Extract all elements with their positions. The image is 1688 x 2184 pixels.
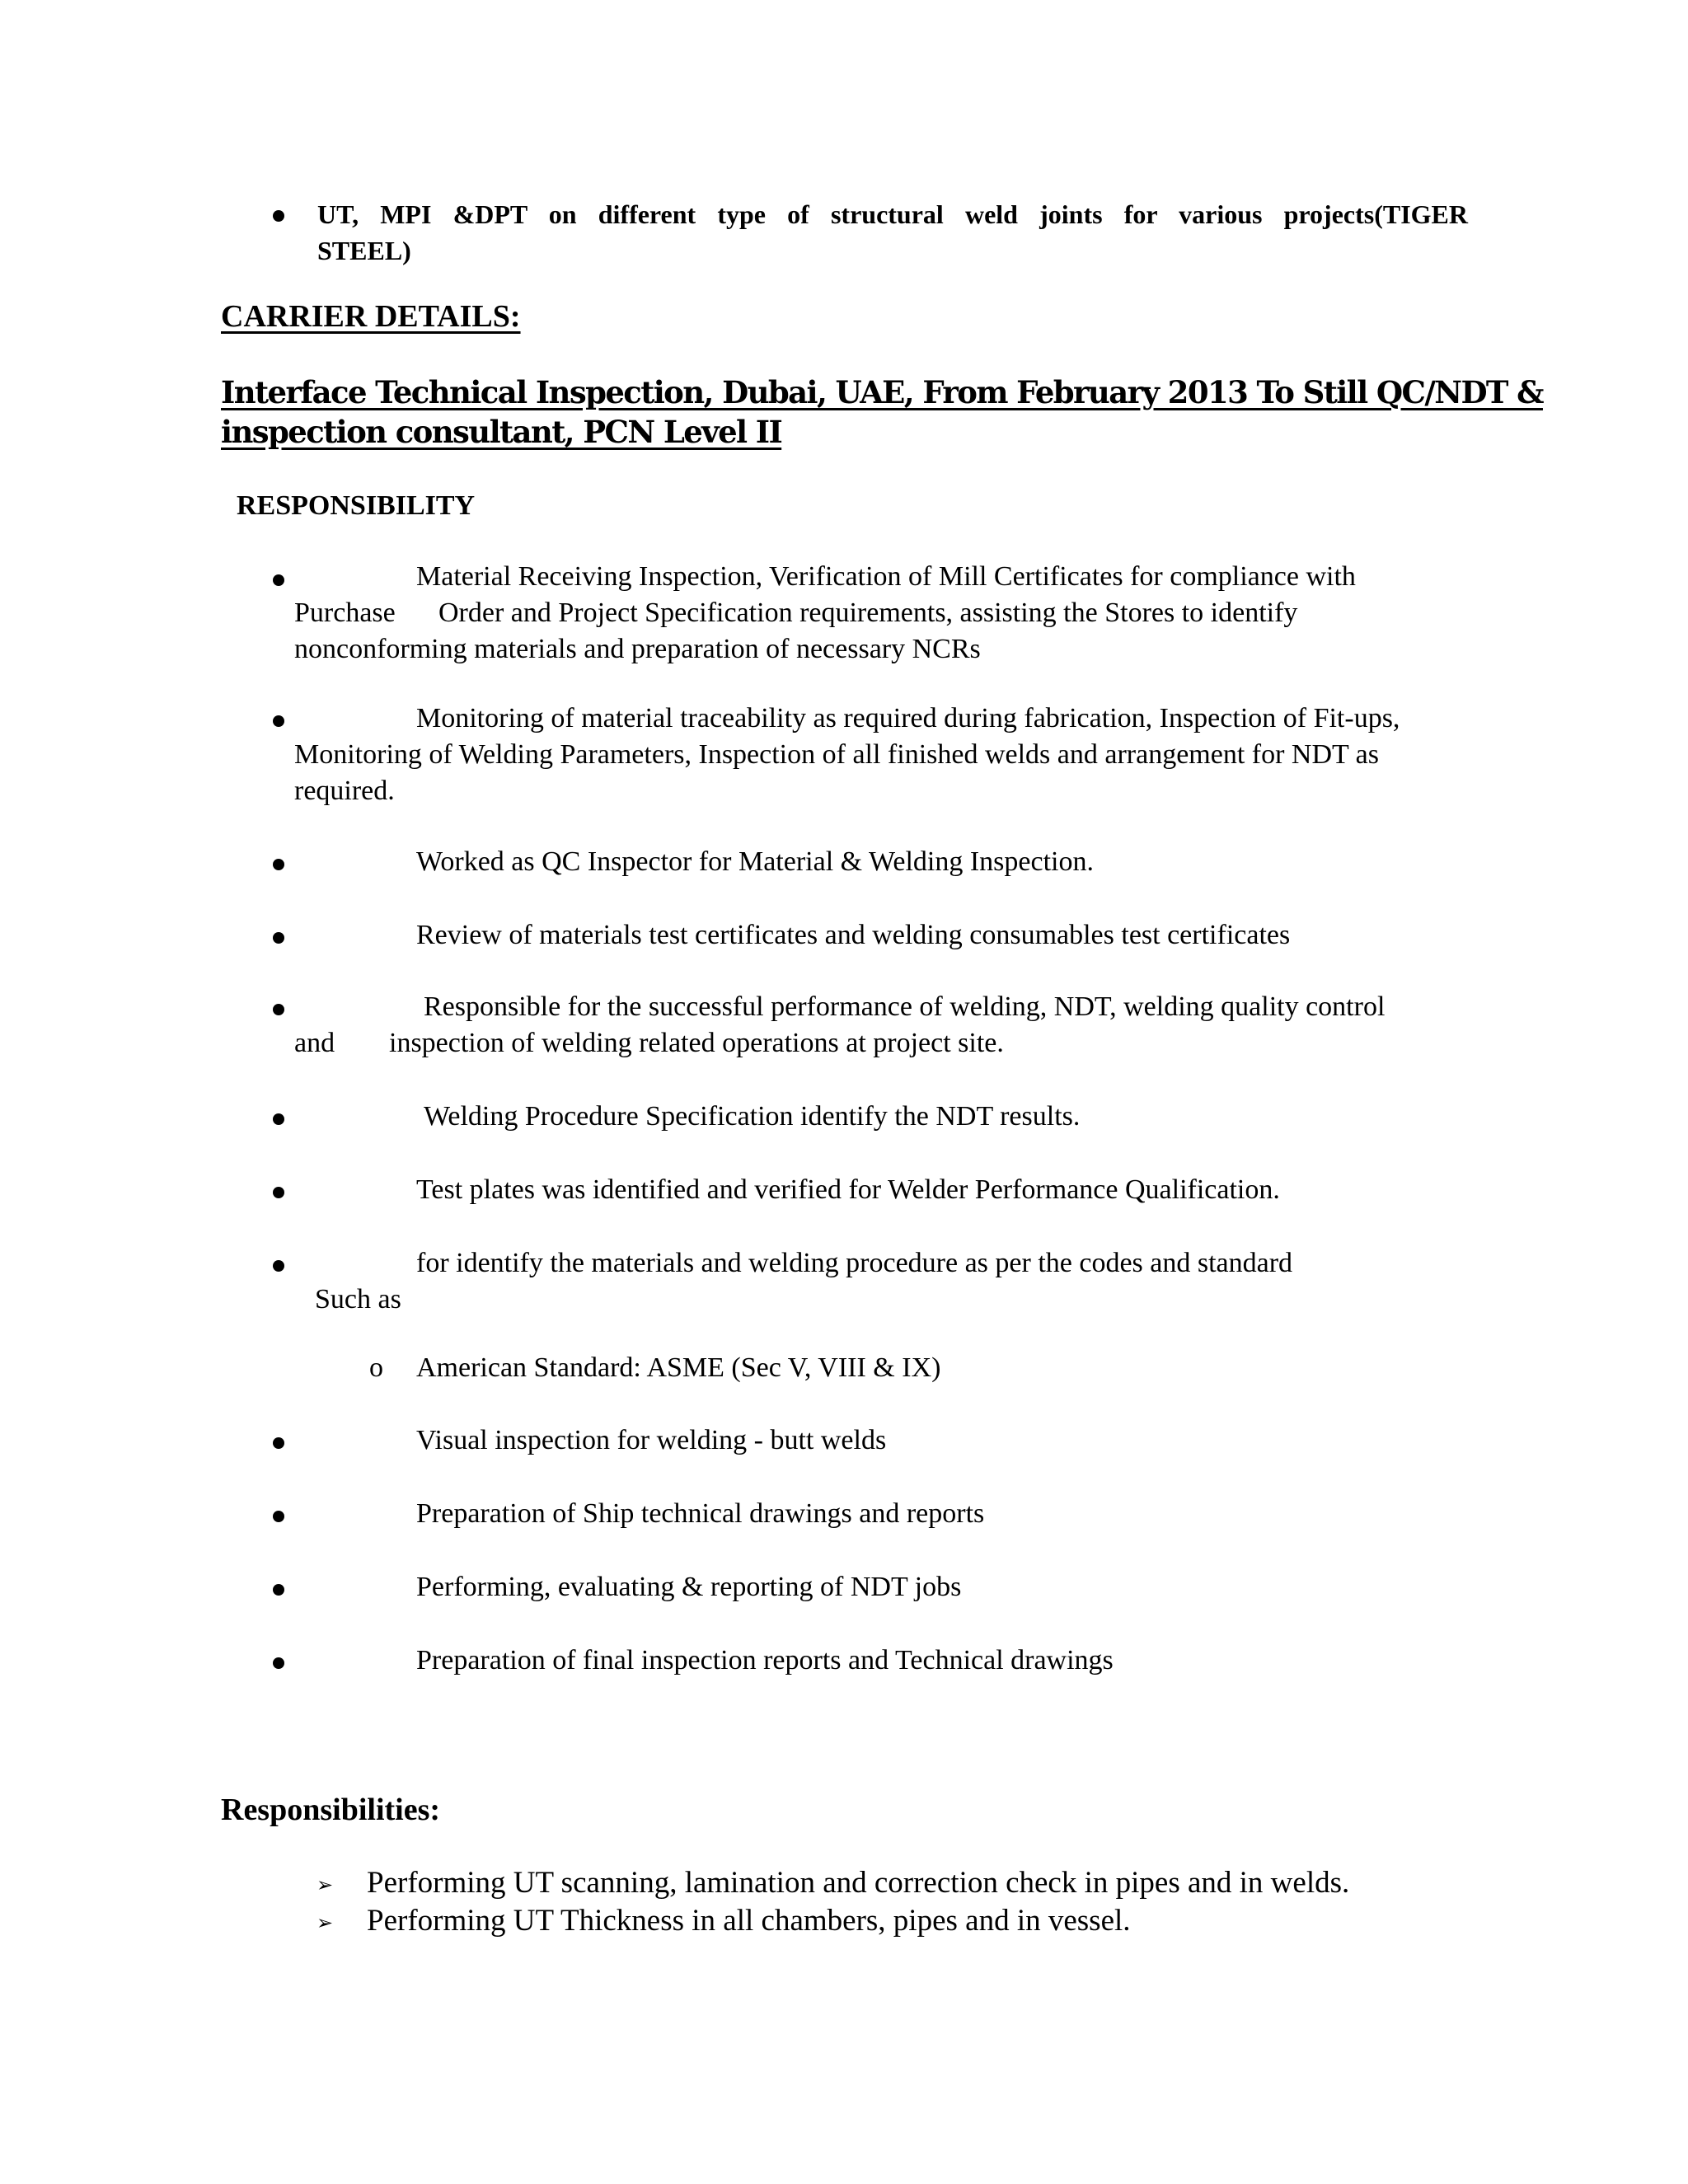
responsibility-item-text: Responsible for the successful performance of welding, NDT, welding quality control [424, 991, 1386, 1022]
bullet-icon [273, 1187, 284, 1198]
bullet-icon [273, 574, 284, 586]
responsibility-heading: RESPONSIBILITY [237, 490, 476, 521]
sub-item-text: American Standard: ASME (Sec V, VIII & IX) [416, 1352, 941, 1383]
responsibility-item-text: Worked as QC Inspector for Material & Welding Inspection. [416, 846, 1094, 877]
responsibility-item-text: Preparation of final inspection reports and Technical drawings [416, 1645, 1114, 1675]
responsibilities-heading: Responsibilities: [221, 1793, 441, 1827]
responsibility-item-text: Monitoring of Welding Parameters, Inspection of all finished welds and arrangement for NDT as [294, 739, 1380, 770]
responsibility-item-text: Review of materials test certificates and welding consumables test certificates [416, 920, 1291, 950]
responsibility-item-text: Material Receiving Inspection, Verification of Mill Certificates for compliance with [416, 561, 1356, 592]
responsibility-item-text: for identify the materials and welding procedure as per the codes and standard [416, 1248, 1293, 1278]
carrier-details-heading: CARRIER DETAILS: [221, 299, 521, 334]
responsibility-item-text: nonconforming materials and preparation of necessary NCRs [294, 634, 981, 664]
arrow-bullet-icon: ➢ [316, 1875, 334, 1896]
responsibility-item-text: inspection of welding related operations at project site. [389, 1028, 1004, 1058]
bullet-icon [273, 1657, 284, 1669]
sub-bullet-marker: o [369, 1352, 383, 1383]
responsibility-item-text: Test plates was identified and verified for Welder Performance Qualification. [416, 1174, 1280, 1205]
top-item-line2: STEEL) [317, 236, 411, 265]
responsibility-item-text: Purchase [294, 598, 396, 628]
bullet-icon [273, 859, 284, 870]
bullet-icon [273, 1437, 284, 1449]
bullet-icon [273, 1584, 284, 1596]
responsibility-item-text: required. [294, 776, 395, 806]
bullet-icon [273, 1260, 284, 1272]
arrow-item-text: Performing UT Thickness in all chambers, pipes and in vessel. [367, 1904, 1131, 1938]
bullet-icon [273, 1113, 284, 1125]
job-heading-line1: Interface Technical Inspection, Dubai, UAE, From February 2013 To Still QC/NDT & [221, 374, 1543, 410]
top-item-line1: UT, MPI &DPT on different type of structural weld joints for various projects(TIGER [317, 199, 1468, 229]
responsibility-item-text: and [294, 1028, 335, 1058]
bullet-icon [273, 1511, 284, 1522]
bullet-icon [273, 1004, 284, 1015]
responsibility-item-text: Performing, evaluating & reporting of NDT jobs [416, 1572, 962, 1602]
bullet-icon [273, 932, 284, 944]
arrow-item-text: Performing UT scanning, lamination and correction check in pipes and in welds. [367, 1866, 1350, 1900]
responsibility-item-text: Such as [315, 1284, 401, 1315]
responsibility-item-text: Monitoring of material traceability as required during fabrication, Inspection of Fit-ups, [416, 703, 1400, 733]
responsibility-item-text: Order and Project Specification requirements, assisting the Stores to identify [438, 598, 1298, 628]
responsibility-item-text: Preparation of Ship technical drawings and reports [416, 1498, 985, 1529]
arrow-bullet-icon: ➢ [316, 1913, 334, 1934]
bullet-icon [273, 715, 284, 727]
responsibility-item-text: Visual inspection for welding - butt welds [416, 1425, 887, 1455]
job-heading-line2: inspection consultant, PCN Level II [221, 414, 782, 450]
bullet-icon [273, 210, 284, 222]
responsibility-item-text: Welding Procedure Specification identify the NDT results. [424, 1101, 1081, 1132]
